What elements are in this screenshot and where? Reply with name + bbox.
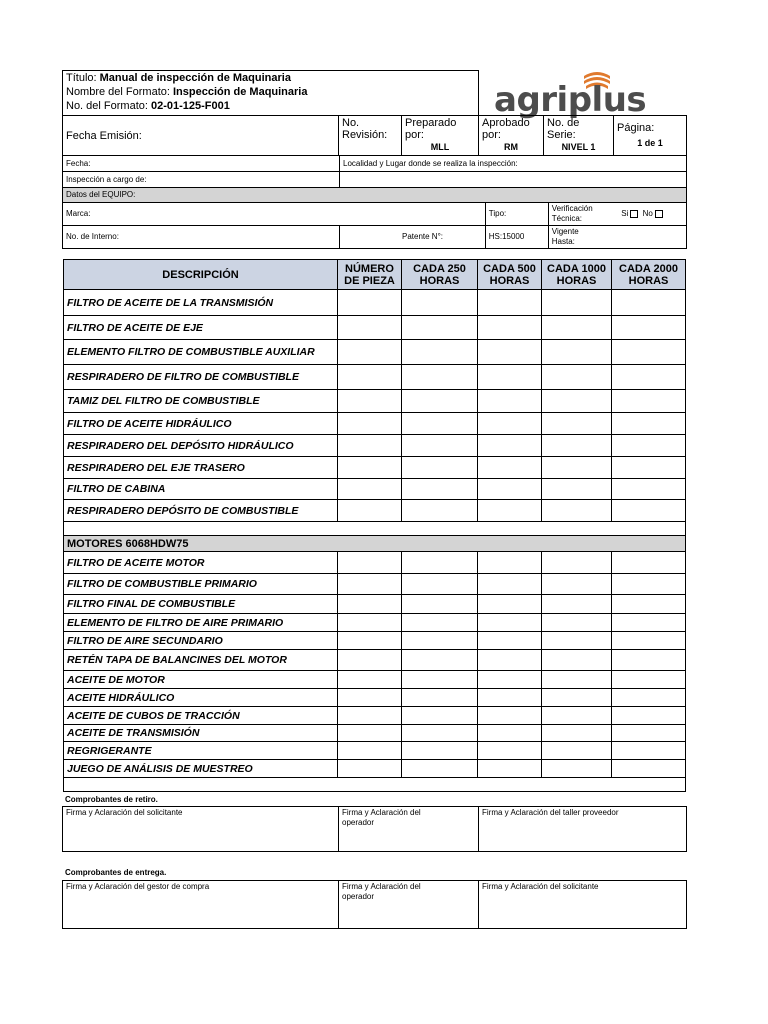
table-row [64,574,686,595]
table-row [64,457,686,479]
no-checkbox[interactable] [655,210,663,218]
cada-2000-cell[interactable] [612,614,686,632]
cada-1000-cell[interactable] [542,632,612,650]
cada-2000-cell[interactable] [612,707,686,725]
cada-500-cell[interactable] [478,689,542,707]
retiro-solicitante-cell[interactable] [63,807,339,852]
cada-2000-cell[interactable] [612,390,686,413]
cada-1000-cell[interactable] [542,390,612,413]
cada-500-cell[interactable] [478,552,542,574]
cada-500-cell[interactable] [478,365,542,390]
numero-pieza-cell[interactable] [338,316,402,340]
cada-2000-cell[interactable] [612,413,686,435]
cada-250-cell[interactable] [402,595,478,614]
cada-1000-cell[interactable] [542,316,612,340]
retiro-solicitante-label: Firma y Aclaración del solicitante [66,808,183,817]
table-row [64,500,686,522]
item-description: FILTRO FINAL DE COMBUSTIBLE [64,595,338,614]
cada-2000-cell[interactable] [612,671,686,689]
serie-value: NIVEL 1 [561,142,596,152]
cada-500-cell[interactable] [478,340,542,365]
entrega-title: Comprobantes de entrega. [65,868,167,877]
item-description: FILTRO DE ACEITE MOTOR [64,552,338,574]
item-description: REGRIGERANTE [64,742,338,760]
cada-500-cell[interactable] [478,479,542,500]
format-no-line [66,100,475,112]
serie-cell[interactable] [544,116,614,156]
cada-2000-cell[interactable] [612,340,686,365]
col-descripcion: DESCRIPCIÓN [64,260,338,290]
cada-250-cell[interactable] [402,614,478,632]
item-description: RESPIRADERO DE FILTRO DE COMBUSTIBLE [64,365,338,390]
vigente-field[interactable] [548,226,686,249]
numero-pieza-cell[interactable] [338,340,402,365]
cada-250-cell[interactable] [402,457,478,479]
numero-pieza-cell[interactable] [338,689,402,707]
hs-field[interactable] [485,226,548,249]
cada-250-cell[interactable] [402,390,478,413]
item-description: FILTRO DE CABINA [64,479,338,500]
table-row [64,413,686,435]
title-value: Manual de inspección de Maquinaria [99,72,291,84]
cada-250-cell[interactable] [402,760,478,778]
cada-250-cell[interactable] [402,725,478,742]
cada-250-cell[interactable] [402,340,478,365]
numero-pieza-cell[interactable] [338,552,402,574]
retiro-title: Comprobantes de retiro. [65,795,158,804]
col-250: CADA 250 HORAS [402,260,478,290]
cada-2000-cell[interactable] [612,290,686,316]
cada-250-cell[interactable] [402,574,478,595]
cada-250-cell[interactable] [402,435,478,457]
col-2000: CADA 2000 HORAS [612,260,686,290]
cada-500-cell[interactable] [478,500,542,522]
table-row [64,671,686,689]
cada-2000-cell[interactable] [612,574,686,595]
numero-pieza-cell[interactable] [338,595,402,614]
cada-250-cell[interactable] [402,290,478,316]
cada-1000-cell[interactable] [542,671,612,689]
numero-pieza-cell[interactable] [338,457,402,479]
retiro-operador-label: Firma y Aclaración del operador [342,808,421,827]
table-row [64,707,686,725]
cada-500-cell[interactable] [478,650,542,671]
cada-2000-cell[interactable] [612,552,686,574]
datos-equipo-label: Datos del EQUIPO: [66,190,136,199]
tipo-field[interactable] [485,203,548,226]
cada-1000-cell[interactable] [542,290,612,316]
table-row [64,742,686,760]
retiro-taller-cell[interactable] [479,807,687,852]
table-row [64,595,686,614]
revision-label: No. Revisión: [342,117,388,141]
section-title: MOTORES 6068HDW75 [64,536,686,552]
interno-field[interactable] [63,226,340,249]
cada-250-cell[interactable] [402,650,478,671]
table-row [64,316,686,340]
cada-2000-cell[interactable] [612,435,686,457]
numero-pieza-cell[interactable] [338,435,402,457]
numero-pieza-cell[interactable] [338,500,402,522]
col-1000: CADA 1000 HORAS [542,260,612,290]
cada-500-cell[interactable] [478,742,542,760]
numero-pieza-cell[interactable] [338,479,402,500]
si-checkbox[interactable] [630,210,638,218]
cada-2000-cell[interactable] [612,595,686,614]
item-description: ACEITE DE CUBOS DE TRACCIÓN [64,707,338,725]
localidad-field[interactable] [340,156,687,172]
table-row [64,689,686,707]
table-row [64,435,686,457]
table-row [64,725,686,742]
entrega-signatures [62,880,687,929]
entrega-solicitante-label: Firma y Aclaración del solicitante [482,882,599,891]
cada-1000-cell[interactable] [542,552,612,574]
pagina-label: Página: [617,122,655,134]
cada-2000-cell[interactable] [612,689,686,707]
cada-500-cell[interactable] [478,390,542,413]
preparado-cell[interactable] [402,116,479,156]
numero-pieza-cell[interactable] [338,725,402,742]
fecha-field[interactable] [63,156,340,172]
cada-250-cell[interactable] [402,689,478,707]
table-row [64,760,686,778]
fecha-emision-cell[interactable] [63,116,339,156]
title-line [66,72,475,84]
table-header-row [64,260,686,290]
aprobado-value: RM [504,142,518,152]
item-description: RESPIRADERO DEL DEPÓSITO HIDRÁULICO [64,435,338,457]
empty-row [64,778,686,792]
cada-500-cell[interactable] [478,574,542,595]
item-description: ACEITE HIDRÁULICO [64,689,338,707]
tipo-label: Tipo: [488,209,507,218]
cada-250-cell[interactable] [402,671,478,689]
maintenance-table [63,259,686,792]
cada-500-cell[interactable] [478,707,542,725]
cada-1000-cell[interactable] [542,479,612,500]
inspeccion-value-field[interactable] [340,172,687,188]
cada-500-cell[interactable] [478,632,542,650]
cada-250-cell[interactable] [402,413,478,435]
cada-2000-cell[interactable] [612,760,686,778]
fecha-label: Fecha: [66,158,91,168]
no-label: No [642,209,653,218]
numero-pieza-cell[interactable] [338,390,402,413]
vigente-label: Vigente Hasta: [551,227,579,246]
item-description: ACEITE DE TRANSMISIÓN [64,725,338,742]
numero-pieza-cell[interactable] [338,760,402,778]
item-description: RETÉN TAPA DE BALANCINES DEL MOTOR [64,650,338,671]
cada-250-cell[interactable] [402,742,478,760]
cada-250-cell[interactable] [402,479,478,500]
inspeccion-label: Inspección a cargo de: [66,174,147,184]
cada-1000-cell[interactable] [542,650,612,671]
pagina-value: 1 de 1 [637,138,663,148]
cada-2000-cell[interactable] [612,742,686,760]
cada-250-cell[interactable] [402,316,478,340]
spacer-cell [64,522,686,536]
numero-pieza-cell[interactable] [338,650,402,671]
numero-pieza-cell[interactable] [338,365,402,390]
cada-500-cell[interactable] [478,290,542,316]
cada-1000-cell[interactable] [542,413,612,435]
cada-500-cell[interactable] [478,457,542,479]
cada-1000-cell[interactable] [542,435,612,457]
item-description: FILTRO DE ACEITE DE EJE [64,316,338,340]
item-description: FILTRO DE COMBUSTIBLE PRIMARIO [64,574,338,595]
verificacion-label-cell [548,203,618,226]
item-description: RESPIRADERO DEL EJE TRASERO [64,457,338,479]
verificacion-options [618,203,686,226]
marca-label: Marca: [66,209,91,218]
cada-2000-cell[interactable] [612,632,686,650]
item-description: JUEGO DE ANÁLISIS DE MUESTREO [64,760,338,778]
numero-pieza-cell[interactable] [338,574,402,595]
cada-250-cell[interactable] [402,552,478,574]
table-row [64,650,686,671]
format-name-value: Inspección de Maquinaria [173,86,308,98]
cada-500-cell[interactable] [478,435,542,457]
table-row [64,340,686,365]
item-description: RESPIRADERO DEPÓSITO DE COMBUSTIBLE [64,500,338,522]
format-name-label: Nombre del Formato: [66,86,170,98]
cada-500-cell[interactable] [478,671,542,689]
table-row [64,632,686,650]
entrega-gestor-cell[interactable] [63,881,339,929]
cada-500-cell[interactable] [478,725,542,742]
cada-2000-cell[interactable] [612,725,686,742]
inspeccion-field[interactable] [63,172,340,188]
numero-pieza-cell[interactable] [338,742,402,760]
verificacion-label: Verificación Técnica: [551,204,593,223]
title-label: Título: [66,72,97,84]
numero-pieza-cell[interactable] [338,290,402,316]
logo-text: agriplus [494,80,647,120]
serie-label: No. de Serie: [547,117,580,141]
table-row [64,552,686,574]
cada-1000-cell[interactable] [542,340,612,365]
retiro-operador-cell[interactable] [339,807,479,852]
cada-2000-cell[interactable] [612,365,686,390]
cada-2000-cell[interactable] [612,650,686,671]
cada-500-cell[interactable] [478,413,542,435]
item-description: ELEMENTO FILTRO DE COMBUSTIBLE AUXILIAR [64,340,338,365]
cada-1000-cell[interactable] [542,595,612,614]
si-label: Si [621,209,629,218]
pagina-cell[interactable] [614,116,687,156]
item-description: ELEMENTO DE FILTRO DE AIRE PRIMARIO [64,614,338,632]
marca-field[interactable] [63,203,486,226]
cada-500-cell[interactable] [478,760,542,778]
cada-500-cell[interactable] [478,316,542,340]
meta-table [62,115,687,156]
cada-2000-cell[interactable] [612,457,686,479]
aprobado-cell[interactable] [479,116,544,156]
entrega-operador-cell[interactable] [339,881,479,929]
item-description: FILTRO DE AIRE SECUNDARIO [64,632,338,650]
entrega-solicitante-cell[interactable] [479,881,687,929]
table-row [64,365,686,390]
patente-field[interactable] [340,226,486,249]
cada-2000-cell[interactable] [612,479,686,500]
col-numero-pieza: NÚMERO DE PIEZA [338,260,402,290]
fecha-emision-label: Fecha Emisión: [66,129,142,142]
retiro-taller-label: Firma y Aclaración del taller proveedor [482,808,619,817]
datos-equipo-header [63,188,687,203]
preparado-value: MLL [430,142,450,152]
table-row [64,390,686,413]
cada-1000-cell[interactable] [542,725,612,742]
item-description: TAMIZ DEL FILTRO DE COMBUSTIBLE [64,390,338,413]
cada-1000-cell[interactable] [542,500,612,522]
cada-250-cell[interactable] [402,500,478,522]
spacer-row [64,522,686,536]
cada-500-cell[interactable] [478,595,542,614]
format-no-label: No. del Formato: [66,100,148,112]
cada-1000-cell[interactable] [542,574,612,595]
numero-pieza-cell[interactable] [338,671,402,689]
cada-1000-cell[interactable] [542,689,612,707]
company-logo [492,70,682,120]
title-box [62,70,479,116]
table-row [64,479,686,500]
cada-1000-cell[interactable] [542,365,612,390]
format-no-value: 02-01-125-F001 [150,100,230,112]
info-table [62,155,687,249]
cada-1000-cell[interactable] [542,707,612,725]
patente-label: Patente N°: [402,232,443,241]
section-header-row [64,536,686,552]
item-description: FILTRO DE ACEITE DE LA TRANSMISIÓN [64,290,338,316]
table-row [64,290,686,316]
item-description: ACEITE DE MOTOR [64,671,338,689]
cada-1000-cell[interactable] [542,742,612,760]
empty-cell [64,778,686,792]
numero-pieza-cell[interactable] [338,614,402,632]
cada-250-cell[interactable] [402,707,478,725]
table-row [64,614,686,632]
cada-250-cell[interactable] [402,632,478,650]
localidad-label: Localidad y Lugar donde se realiza la inspección: [343,158,518,168]
retiro-signatures [62,806,687,852]
aprobado-label: Aprobado por: [482,117,530,141]
hs-value: HS:15000 [488,232,525,241]
revision-cell[interactable] [339,116,402,156]
preparado-label: Preparado por: [405,117,457,141]
numero-pieza-cell[interactable] [338,413,402,435]
col-500: CADA 500 HORAS [478,260,542,290]
entrega-gestor-label: Firma y Aclaración del gestor de compra [66,882,210,891]
cada-1000-cell[interactable] [542,457,612,479]
cada-250-cell[interactable] [402,365,478,390]
numero-pieza-cell[interactable] [338,707,402,725]
cada-1000-cell[interactable] [542,614,612,632]
cada-1000-cell[interactable] [542,760,612,778]
cada-2000-cell[interactable] [612,500,686,522]
numero-pieza-cell[interactable] [338,632,402,650]
format-name-line [66,86,475,98]
entrega-operador-label: Firma y Aclaración del operador [342,882,421,901]
table-body [64,290,686,792]
item-description: FILTRO DE ACEITE HIDRÁULICO [64,413,338,435]
cada-500-cell[interactable] [478,614,542,632]
interno-label: No. de Interno: [66,232,119,241]
cada-2000-cell[interactable] [612,316,686,340]
